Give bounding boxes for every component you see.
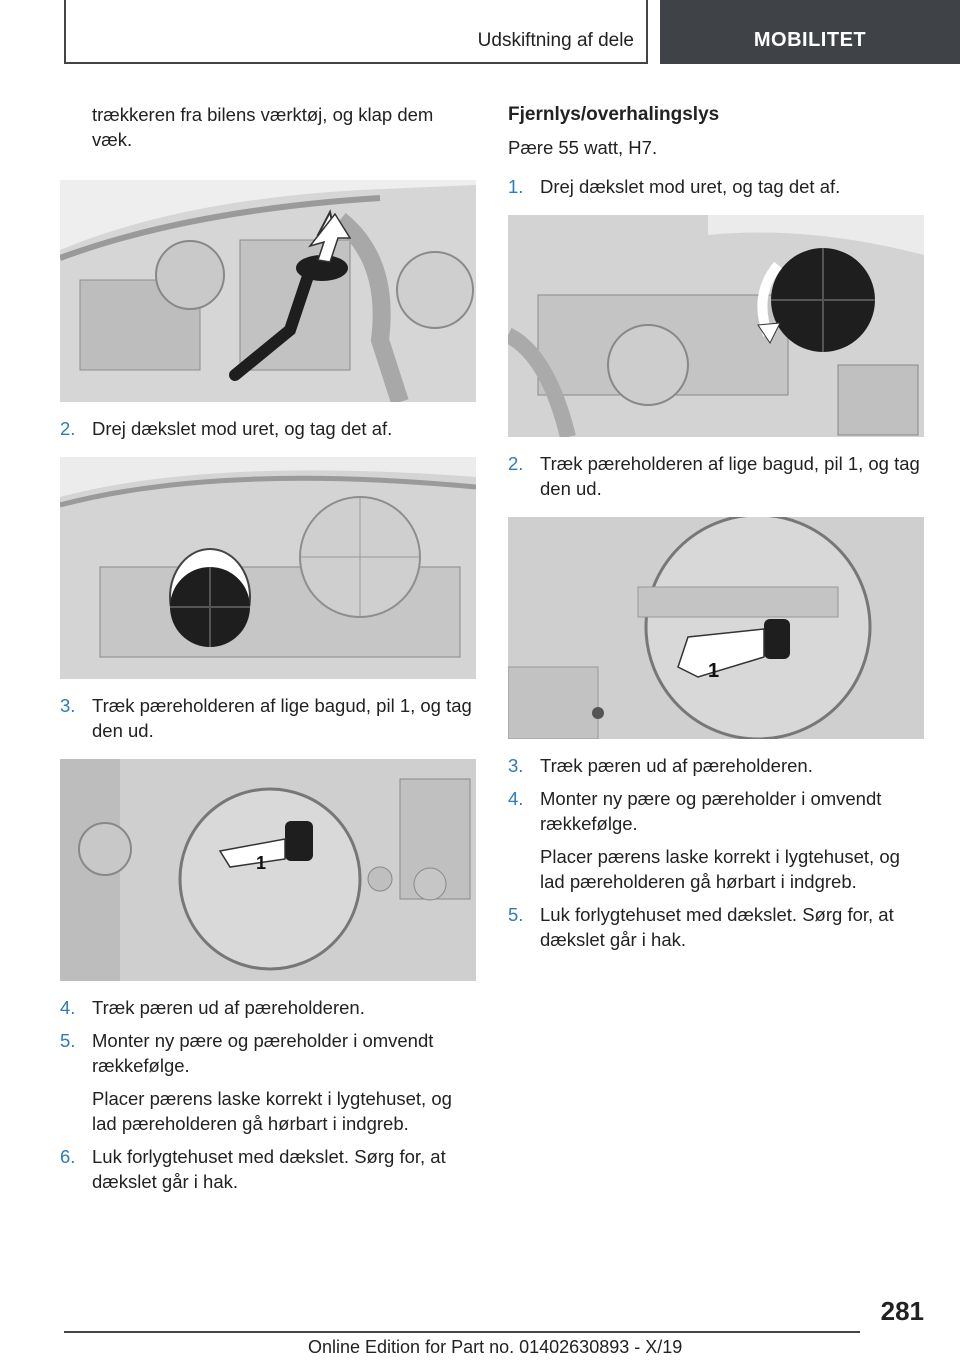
step-text: Luk forlygtehuset med dækslet. Sørg for, at dækslet går i hak. [540,904,894,950]
step-number: 6. [60,1146,76,1167]
figure-high-beam-cover [508,215,924,437]
step-number: 1. [508,176,524,197]
step-item [60,1028,476,1078]
step-text: Træk pæren ud af pæreholderen. [540,755,813,776]
figure-pull-holder [60,759,476,981]
right-column [508,102,924,952]
arrow-label: 1 [256,853,267,873]
step-number: 2. [508,453,524,474]
section-title: Udskiftning af dele [477,30,634,51]
step-text: Træk pæreholderen af lige bagud, pil 1, og tag den ud. [540,453,920,499]
step-note: Placer pærens laske korrekt i lygtehuset, og lad pæreholderen gå hørbart i indgreb. [540,846,900,892]
section-heading: Fjernlys/overhalingslys [508,104,720,125]
step-item [508,174,924,199]
bulb-spec: Pære 55 watt, H7. [508,137,658,158]
figure-high-beam-holder [508,517,924,739]
step-number: 2. [60,418,76,439]
footer-divider [64,1331,860,1333]
step-text: Monter ny pære og pæreholder i omvendt rækkefølge. [540,788,882,834]
step-item [508,902,924,952]
step-item [508,786,924,836]
step-text: Drej dækslet mod uret, og tag det af. [540,176,841,197]
step-item [60,1144,476,1194]
step-item [60,693,476,743]
step-item [508,753,924,778]
step-note: Placer pærens laske korrekt i lygtehuset, og lad pæreholderen gå hørbart i indgreb. [92,1088,452,1134]
page-number: 281 [880,1296,924,1326]
arrow-label: 1 [708,660,720,682]
step-text: Monter ny pære og pæreholder i omvendt rækkefølge. [92,1030,434,1076]
step-text: Træk pæreholderen af lige bagud, pil 1, og tag den ud. [92,695,472,741]
step-item [508,451,924,501]
figure-turn-cover [60,457,476,679]
chapter-tab: MOBILITET [660,0,960,64]
left-column [60,102,476,1194]
edition-footer: Online Edition for Part no. 01402630893 - X/19 [308,1337,683,1357]
step-number: 3. [60,695,76,716]
step-item [60,416,476,441]
step-text: Træk pæren ud af pæreholderen. [92,997,365,1018]
step-number: 5. [60,1030,76,1051]
step-number: 3. [508,755,524,776]
step-text: Luk forlygtehuset med dækslet. Sørg for, at dækslet går i hak. [92,1146,446,1192]
intro-text: trækkeren fra bilens værktøj, og klap dem væk. [92,104,434,150]
step-number: 5. [508,904,524,925]
step-text: Drej dækslet mod uret, og tag det af. [92,418,393,439]
step-number: 4. [60,997,76,1018]
figure-headlight-lever [60,180,476,402]
step-item [60,995,476,1020]
step-number: 4. [508,788,524,809]
